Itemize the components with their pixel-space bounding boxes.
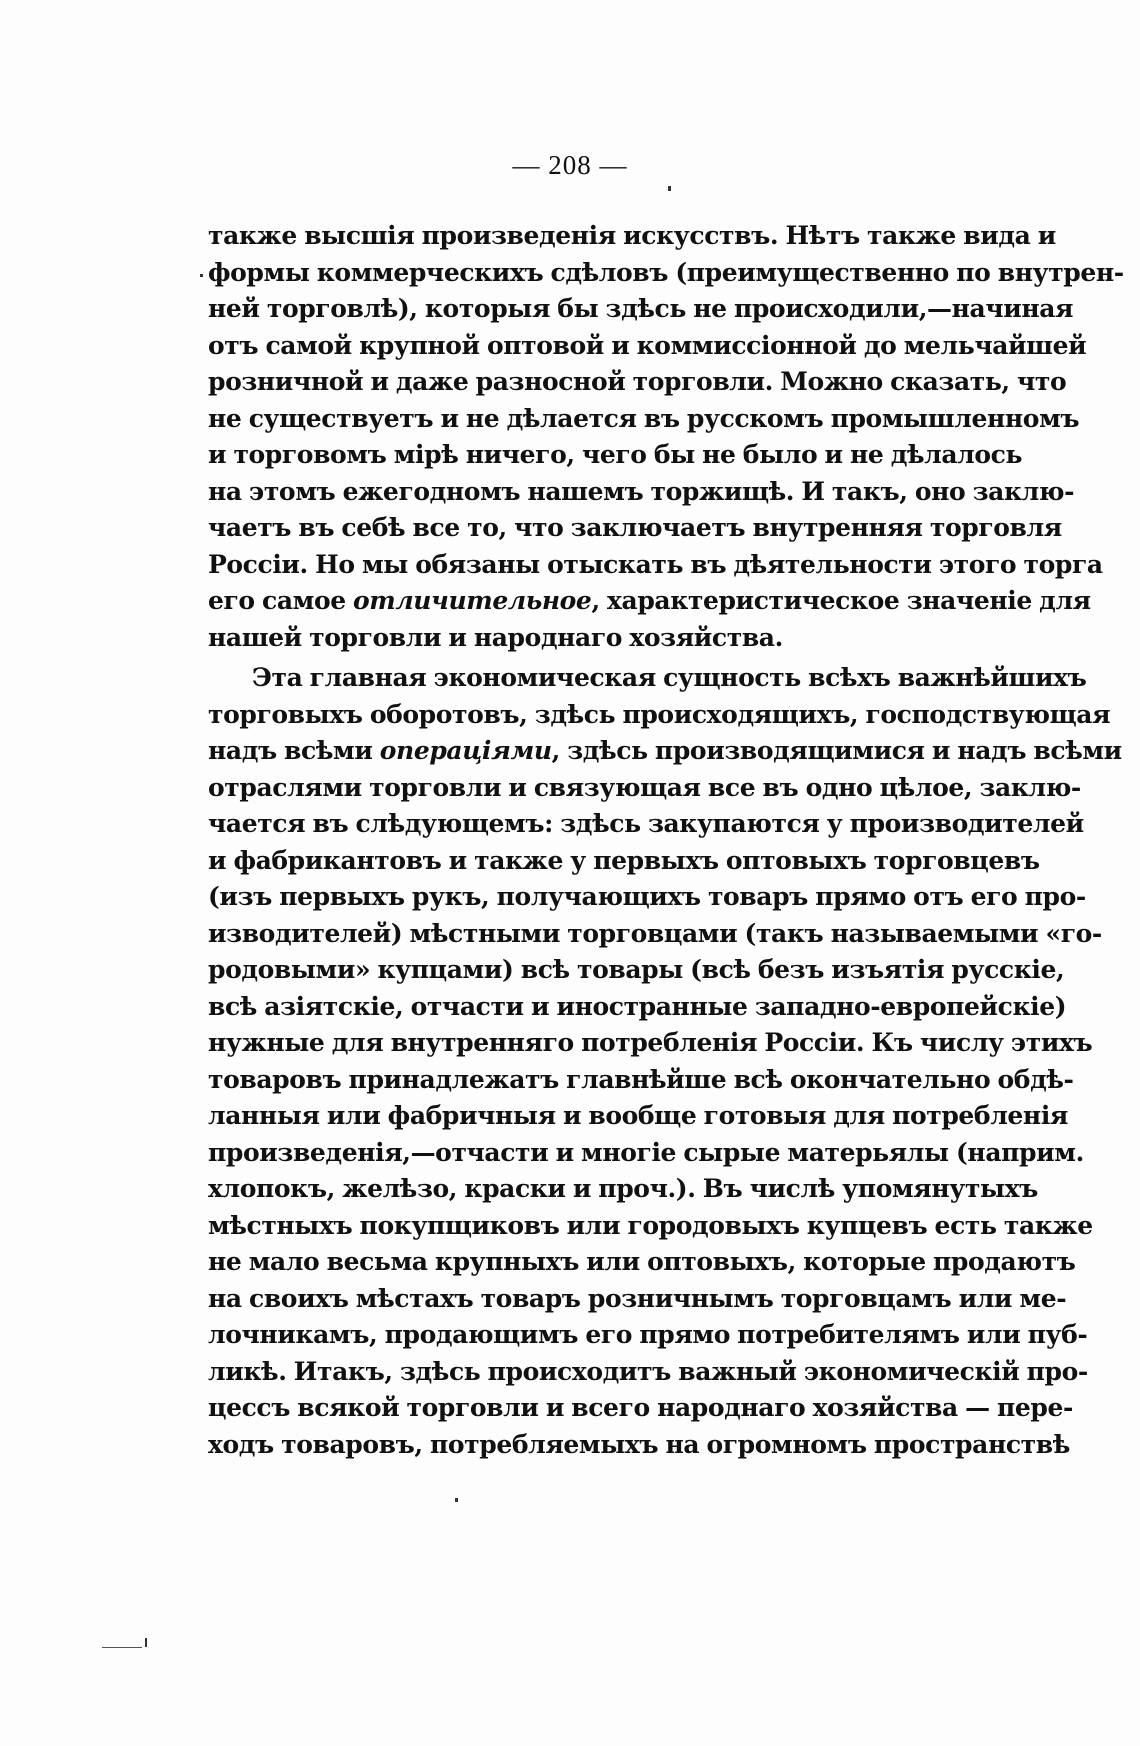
paragraph xyxy=(208,218,1124,656)
emphasis-text: операціями xyxy=(379,736,552,765)
line-text: мѣстныхъ покупщиковъ или городовыхъ купцевъ есть также xyxy=(208,1210,1093,1240)
text-line xyxy=(208,1317,1088,1354)
emphasis-text: отличительное xyxy=(353,586,592,615)
page-number: — 208 — xyxy=(512,150,628,180)
text-line xyxy=(208,1171,1038,1208)
text-line xyxy=(208,510,1062,547)
text-line xyxy=(208,660,1087,697)
text-line xyxy=(208,806,1084,843)
text-line xyxy=(208,474,1075,511)
line-text: розничной и даже разносной торговли. Можно сказать, что xyxy=(208,367,1067,396)
line-text: (изъ первыхъ рукъ, получающихъ товаръ прямо отъ его про- xyxy=(208,882,1086,911)
text-line xyxy=(208,255,1124,292)
line-text: его самое xyxy=(208,586,354,615)
line-text: отраслями торговли и связующая все въ одно цѣлое, заклю- xyxy=(208,772,1081,802)
line-text: ланныя или фабричныя и вообще готовыя для потребленія xyxy=(208,1101,1068,1130)
text-line xyxy=(208,879,1086,916)
line-text: товаровъ принадлежатъ главнѣйше всѣ окончательно обдѣ- xyxy=(208,1064,1074,1094)
line-text: ходъ товаровъ, потребляемыхъ на огромномъ пространствѣ xyxy=(208,1429,1070,1459)
line-text: Эта главная экономическая сущность всѣхъ важнѣйшихъ xyxy=(252,663,1087,692)
text-line xyxy=(208,1062,1074,1099)
scan-speck xyxy=(455,1498,458,1502)
text-line xyxy=(208,547,1103,584)
line-text: надъ всѣми xyxy=(208,736,380,765)
text-line xyxy=(208,843,1040,880)
line-text: торговыхъ оборотовъ, здѣсь происходящихъ, господствующая xyxy=(208,699,1111,729)
line-text: цессъ всякой торговли и всего народнаго хозяйства — пере- xyxy=(208,1393,1073,1422)
scan-speck xyxy=(200,274,203,277)
text-line xyxy=(208,364,1067,401)
line-text: всѣ азіятскіе, отчасти и иностранные западно-европейскіе) xyxy=(208,991,1067,1021)
text-line xyxy=(208,1135,1084,1172)
text-line xyxy=(208,733,1122,770)
text-line xyxy=(208,583,1091,620)
line-text: , здѣсь производящимися и надъ всѣми xyxy=(551,736,1122,765)
text-line xyxy=(208,1208,1093,1245)
text-line xyxy=(208,916,1102,953)
line-text: чается въ слѣдующемъ: здѣсь закупаются у производителей xyxy=(208,809,1084,838)
line-text: и фабрикантовъ и также у первыхъ оптовыхъ торговцевъ xyxy=(208,845,1040,875)
text-line xyxy=(208,1427,1070,1464)
line-text: изводителей) мѣстными торговцами (такъ называемыми «го- xyxy=(208,918,1102,948)
text-line xyxy=(208,620,980,657)
scan-speck xyxy=(145,1638,147,1647)
text-line xyxy=(208,218,1056,255)
text-line xyxy=(208,437,1023,474)
line-text: нашей торговли и народнаго хозяйства. xyxy=(208,622,783,652)
text-line xyxy=(208,291,1074,328)
scan-speck xyxy=(668,186,671,191)
text-line xyxy=(208,328,1087,365)
line-text: на своихъ мѣстахъ товаръ розничнымъ торговцамъ или ме- xyxy=(208,1283,1067,1313)
line-text: произведенія,—отчасти и многіе сырые матерьялы (наприм. xyxy=(208,1137,1084,1167)
text-line xyxy=(208,1244,1076,1281)
line-text: также высшія произведенія искусствъ. Нѣтъ также вида и xyxy=(208,221,1056,250)
text-line xyxy=(208,1025,1093,1062)
line-text: ликѣ. Итакъ, здѣсь происходитъ важный экономическій про- xyxy=(208,1356,1088,1386)
line-text: формы коммерческихъ сдѣловъ (преимущественно по внутрен- xyxy=(208,257,1124,287)
text-line xyxy=(208,989,1067,1026)
line-text: на этомъ ежегодномъ нашемъ торжищѣ. И такъ, оно заклю- xyxy=(208,476,1075,506)
text-line xyxy=(208,770,1081,807)
text-line xyxy=(208,1390,1073,1427)
line-text: отъ самой крупной оптовой и коммиссіонной до мельчайшей xyxy=(208,330,1087,360)
text-line xyxy=(208,1281,1067,1318)
line-text: Россіи. Но мы обязаны отыскать въ дѣятельности этого торга xyxy=(208,549,1103,579)
line-text: чаетъ въ себѣ все то, что заключаетъ внутренняя торговля xyxy=(208,513,1062,542)
text-line xyxy=(208,1098,1068,1135)
line-text: , характеристическое значеніе для xyxy=(591,586,1091,615)
line-text: и торговомъ мірѣ ничего, чего бы не было и не дѣлалось xyxy=(208,440,1023,469)
text-line xyxy=(208,401,1080,438)
line-text: нужные для внутренняго потребленія Россіи. Къ числу этихъ xyxy=(208,1028,1093,1057)
body-text xyxy=(208,218,1124,1463)
line-text: не мало весьма крупныхъ или оптовыхъ, которые продаютъ xyxy=(208,1247,1076,1276)
scan-edge-mark xyxy=(102,1647,142,1648)
paragraph xyxy=(208,660,1122,1463)
text-line xyxy=(208,952,1065,989)
line-text: не существуетъ и не дѣлается въ русскомъ промышленномъ xyxy=(208,403,1080,433)
text-line xyxy=(208,1354,1088,1391)
line-text: лочникамъ, продающимъ его прямо потребителямъ или пуб- xyxy=(208,1320,1088,1349)
line-text: родовыми» купцами) всѣ товары (всѣ безъ изъятія русскіе, xyxy=(208,955,1065,984)
line-text: ней торговлѣ), которыя бы здѣсь не происходили,—начиная xyxy=(208,294,1074,323)
text-line xyxy=(208,697,1111,734)
line-text: хлопокъ, желѣзо, краски и проч.). Въ числѣ упомянутыхъ xyxy=(208,1174,1038,1203)
